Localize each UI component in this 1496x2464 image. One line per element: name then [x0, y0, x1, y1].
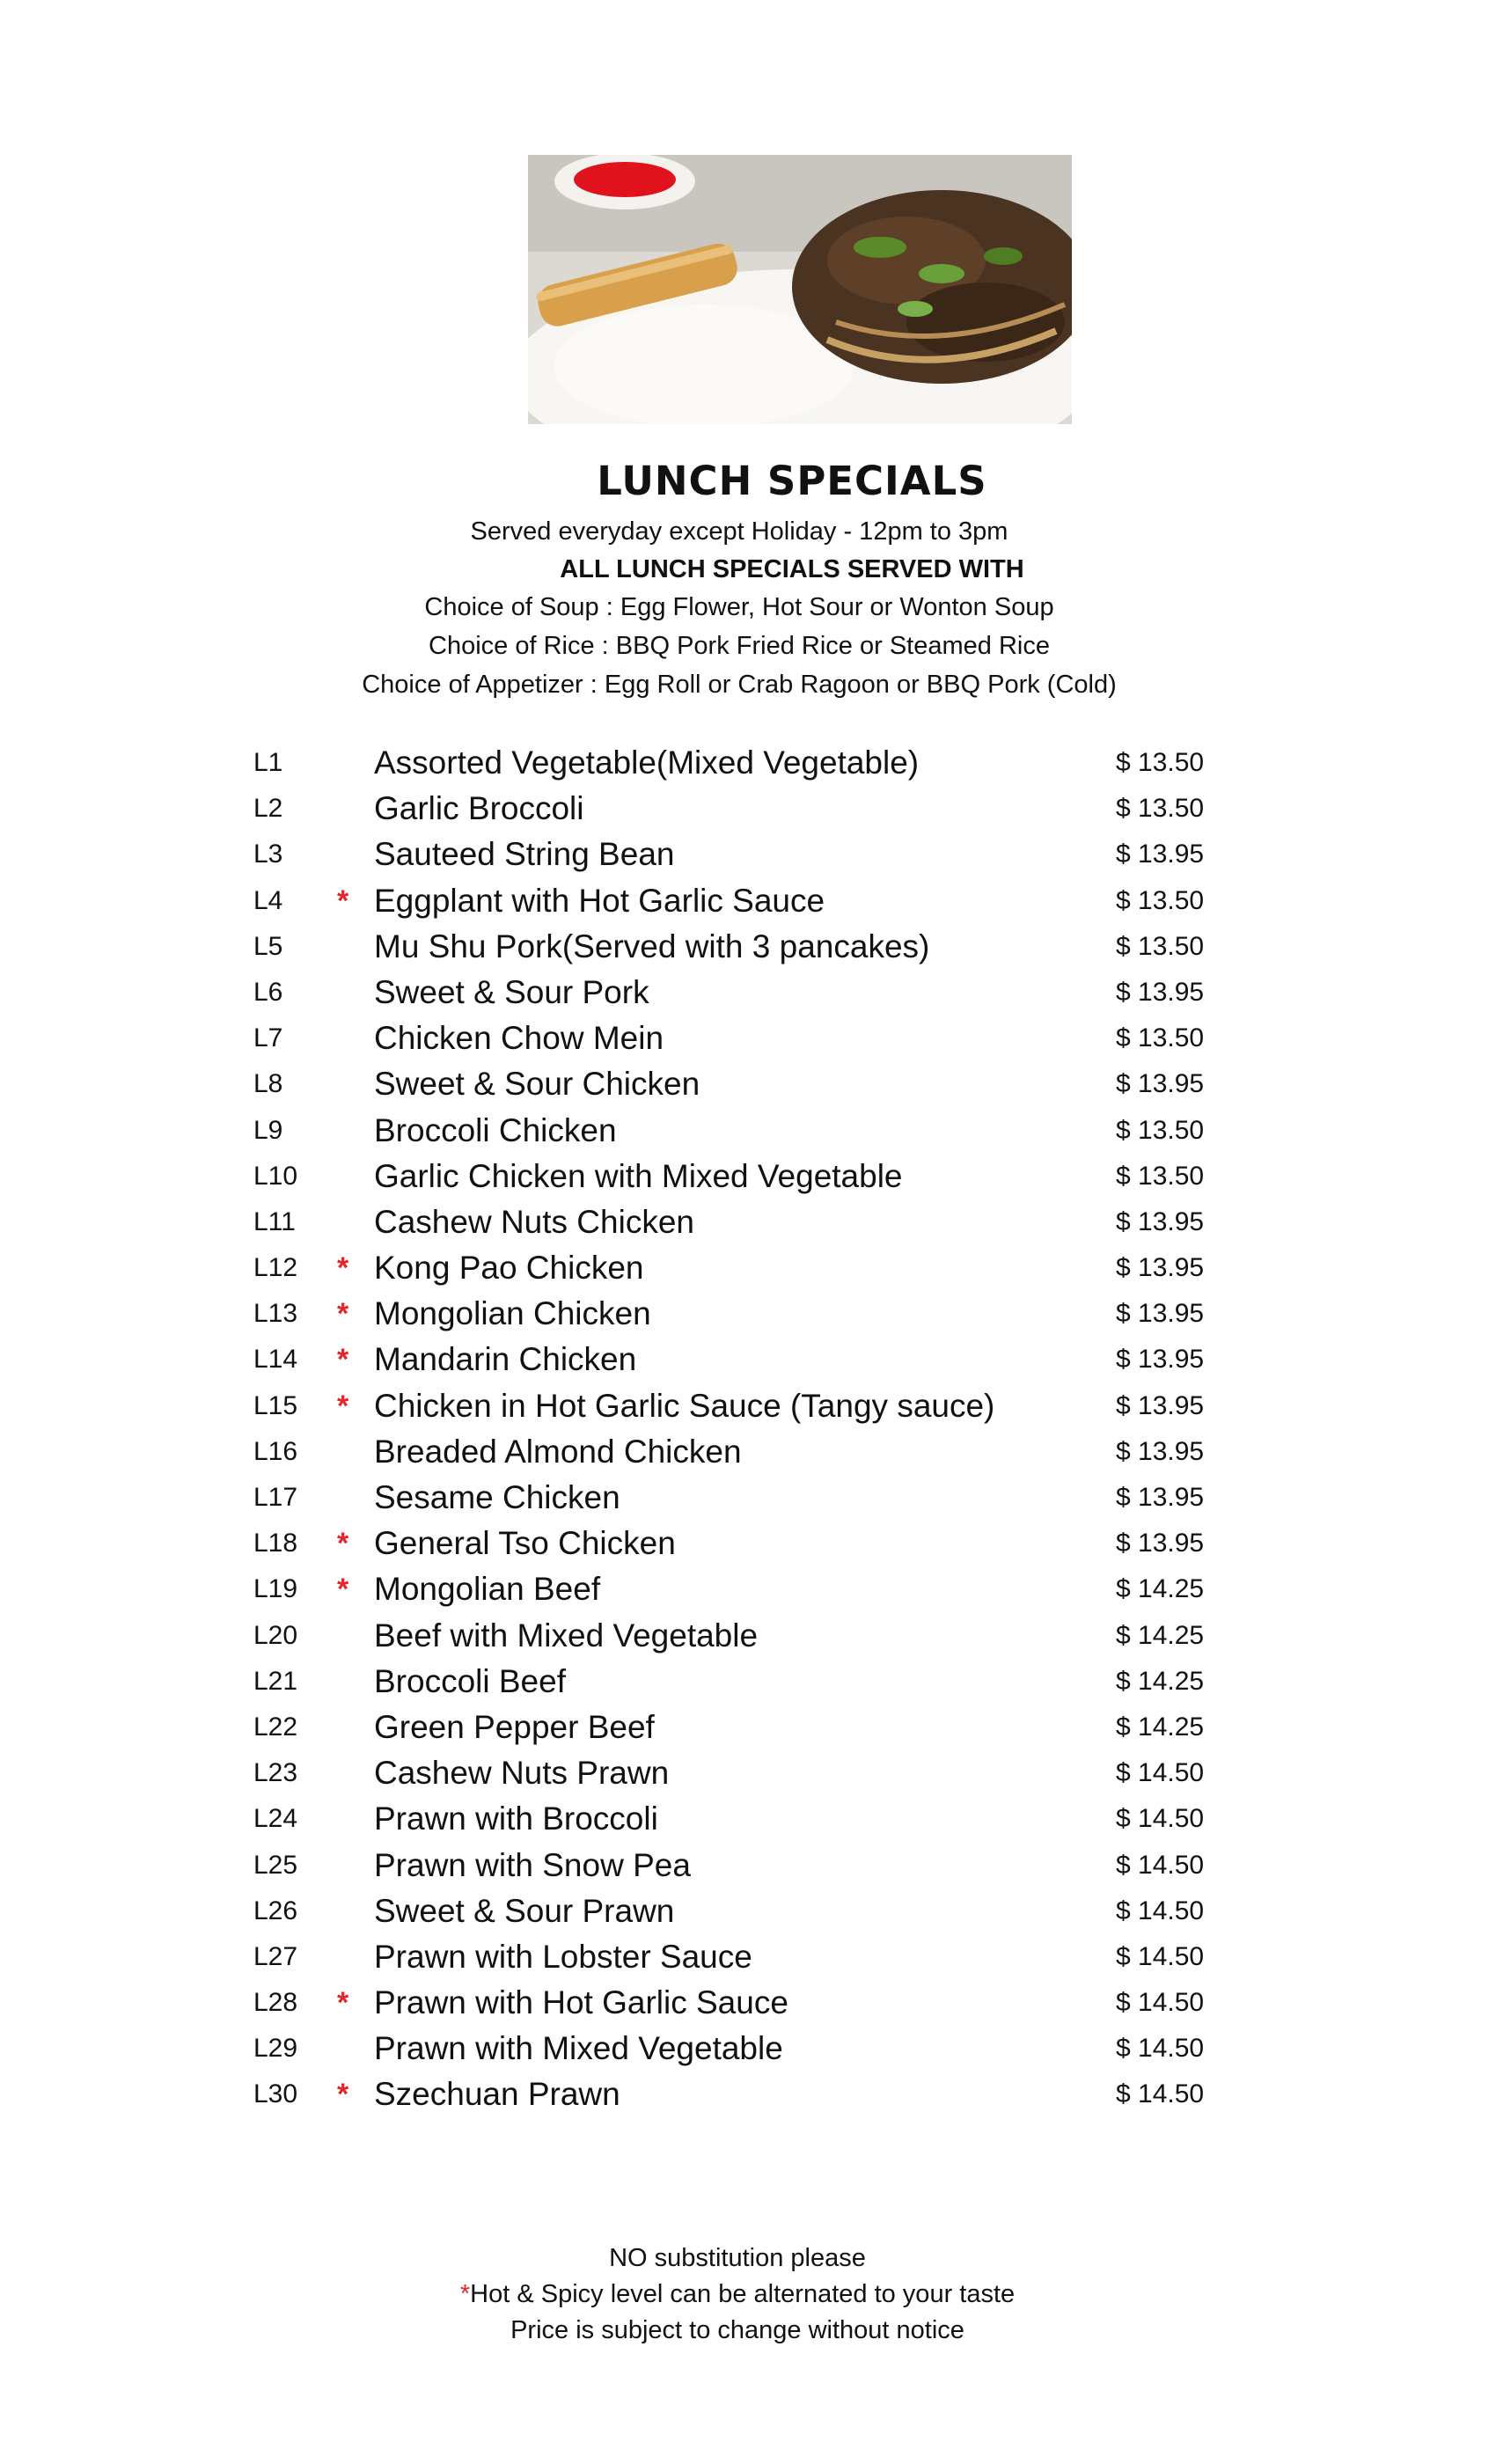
item-name: Garlic Broccoli: [374, 790, 584, 827]
item-name: Garlic Chicken with Mixed Vegetable: [374, 1157, 903, 1194]
menu-item: [0, 1291, 1496, 1337]
item-price: $ 13.95: [1116, 1299, 1205, 1329]
item-code: L2: [253, 794, 283, 824]
item-price: $ 13.50: [1116, 1023, 1205, 1053]
item-name: Breaded Almond Chicken: [374, 1433, 742, 1470]
menu-item: [0, 1980, 1496, 2026]
item-name: Cashew Nuts Prawn: [374, 1755, 670, 1792]
item-price: $ 13.50: [1116, 1161, 1205, 1191]
item-price: $ 13.95: [1116, 977, 1205, 1007]
item-name: Eggplant with Hot Garlic Sauce: [374, 882, 825, 919]
item-code: L20: [253, 1620, 298, 1650]
item-name: Green Pepper Beef: [374, 1708, 655, 1745]
item-code: L16: [253, 1436, 298, 1466]
item-code: L8: [253, 1069, 283, 1099]
menu-item: [0, 2026, 1496, 2072]
item-code: L7: [253, 1023, 283, 1053]
item-name: Assorted Vegetable(Mixed Vegetable): [374, 744, 920, 781]
item-name: Sweet & Sour Prawn: [374, 1892, 675, 1929]
menu-item: [0, 1705, 1496, 1750]
menu-item: [0, 1659, 1496, 1705]
menu-item: [0, 1383, 1496, 1429]
lunch-dish-photo: [528, 155, 1072, 424]
menu-item: [0, 1016, 1496, 1061]
menu-item: [0, 2072, 1496, 2117]
item-name: Prawn with Snow Pea: [374, 1846, 691, 1883]
item-name: Prawn with Lobster Sauce: [374, 1938, 752, 1975]
item-price: $ 14.50: [1116, 2034, 1205, 2064]
spicy-star-icon: *: [337, 1527, 349, 1561]
item-name: Chicken Chow Mein: [374, 1020, 664, 1057]
menu-item: [0, 1199, 1496, 1245]
item-name: Kong Pao Chicken: [374, 1250, 644, 1287]
item-price: $ 14.50: [1116, 1896, 1205, 1925]
page-title: LUNCH SPECIALS: [597, 458, 987, 504]
item-price: $ 14.50: [1116, 1850, 1205, 1880]
item-code: L6: [253, 977, 283, 1007]
item-name: Sesame Chicken: [374, 1479, 620, 1515]
item-code: L13: [253, 1299, 298, 1329]
menu-item: [0, 1750, 1496, 1796]
served-with-heading: ALL LUNCH SPECIALS SERVED WITH: [560, 555, 1024, 583]
item-name: Beef with Mixed Vegetable: [374, 1617, 759, 1654]
item-name: Chicken in Hot Garlic Sauce (Tangy sauce): [374, 1387, 995, 1424]
item-code: L1: [253, 748, 283, 777]
item-price: $ 13.50: [1116, 1115, 1205, 1145]
item-code: L19: [253, 1574, 298, 1604]
item-price: $ 14.25: [1116, 1666, 1205, 1696]
item-code: L25: [253, 1850, 298, 1880]
spicy-star-icon: *: [337, 1343, 349, 1377]
item-price: $ 14.50: [1116, 2079, 1205, 2109]
spicy-star-icon: *: [337, 2078, 349, 2112]
item-name: Prawn with Broccoli: [374, 1800, 658, 1837]
item-code: L23: [253, 1758, 298, 1788]
item-code: L21: [253, 1666, 298, 1696]
item-code: L5: [253, 931, 283, 961]
spicy-note: [0, 2280, 1475, 2309]
item-code: L28: [253, 1988, 298, 2018]
menu-item: [0, 1061, 1496, 1107]
item-code: L15: [253, 1390, 298, 1420]
item-price: $ 13.95: [1116, 1206, 1205, 1236]
item-price: $ 13.95: [1116, 840, 1205, 869]
item-price: $ 14.25: [1116, 1574, 1205, 1604]
menu-item: [0, 1888, 1496, 1934]
spicy-star-icon: *: [337, 1389, 349, 1423]
spicy-note-text: Hot & Spicy level can be alternated to your taste: [470, 2280, 1016, 2308]
item-code: L11: [253, 1206, 296, 1236]
item-code: L18: [253, 1529, 298, 1558]
menu-item: [0, 1429, 1496, 1475]
menu-item: [0, 1521, 1496, 1566]
item-code: L29: [253, 2034, 298, 2064]
item-code: L24: [253, 1804, 298, 1834]
item-price: $ 13.50: [1116, 748, 1205, 777]
item-price: $ 14.25: [1116, 1712, 1205, 1742]
menu-item: [0, 878, 1496, 924]
rice-choice: Choice of Rice : BBQ Pork Fried Rice or Steamed Rice: [429, 632, 1050, 660]
item-price: $ 13.95: [1116, 1390, 1205, 1420]
hours-text: Served everyday except Holiday - 12pm to 3pm: [470, 517, 1008, 546]
item-price: $ 13.50: [1116, 885, 1205, 915]
item-price: $ 13.95: [1116, 1529, 1205, 1558]
item-code: L9: [253, 1115, 283, 1145]
menu-item: [0, 1108, 1496, 1154]
item-price: $ 13.95: [1116, 1345, 1205, 1375]
item-code: L30: [253, 2079, 298, 2109]
item-name: Sweet & Sour Pork: [374, 973, 649, 1010]
item-code: L10: [253, 1161, 298, 1191]
menu-item: [0, 832, 1496, 877]
appetizer-choice: Choice of Appetizer : Egg Roll or Crab Ragoon or BBQ Pork (Cold): [362, 671, 1117, 699]
spicy-star-icon: *: [337, 1297, 349, 1331]
item-code: L27: [253, 1941, 298, 1971]
item-name: Prawn with Mixed Vegetable: [374, 2030, 783, 2067]
menu-item: [0, 970, 1496, 1016]
item-code: L14: [253, 1345, 298, 1375]
item-name: Mu Shu Pork(Served with 3 pancakes): [374, 928, 930, 964]
item-name: Mongolian Chicken: [374, 1295, 651, 1332]
menu-item: [0, 1796, 1496, 1842]
item-name: Broccoli Beef: [374, 1662, 566, 1699]
item-name: Szechuan Prawn: [374, 2076, 620, 2113]
item-name: Broccoli Chicken: [374, 1111, 617, 1148]
price-change-note: Price is subject to change without notice: [510, 2316, 964, 2344]
soup-choice: Choice of Soup : Egg Flower, Hot Sour or Wonton Soup: [424, 593, 1054, 621]
menu-item: [0, 1566, 1496, 1612]
menu-item: [0, 1475, 1496, 1521]
spicy-star-icon: *: [337, 884, 349, 918]
item-name: Sweet & Sour Chicken: [374, 1066, 700, 1103]
item-price: $ 13.95: [1116, 1483, 1205, 1512]
menu-item: [0, 740, 1496, 786]
item-price: $ 14.50: [1116, 1804, 1205, 1834]
item-code: L22: [253, 1712, 298, 1742]
item-price: $ 13.95: [1116, 1069, 1205, 1099]
spicy-star-icon: *: [459, 2280, 471, 2308]
menu-item: [0, 786, 1496, 832]
item-name: Mongolian Beef: [374, 1571, 601, 1608]
item-price: $ 13.95: [1116, 1253, 1205, 1283]
menu-item: [0, 1245, 1496, 1291]
spicy-star-icon: *: [337, 1986, 349, 2020]
item-name: General Tso Chicken: [374, 1525, 676, 1562]
item-code: L4: [253, 885, 283, 915]
item-code: L12: [253, 1253, 298, 1283]
item-code: L3: [253, 840, 283, 869]
menu-item: [0, 1843, 1496, 1888]
item-name: Prawn with Hot Garlic Sauce: [374, 1984, 788, 2021]
menu-list: [0, 740, 1496, 2118]
menu-item: [0, 1934, 1496, 1980]
spicy-star-icon: *: [337, 1573, 349, 1607]
no-substitution-note: NO substitution please: [609, 2244, 866, 2272]
item-price: $ 14.50: [1116, 1941, 1205, 1971]
item-price: $ 13.95: [1116, 1436, 1205, 1466]
menu-item: [0, 924, 1496, 970]
menu-item: [0, 1337, 1496, 1382]
item-price: $ 13.50: [1116, 931, 1205, 961]
item-code: L17: [253, 1483, 298, 1512]
item-price: $ 14.50: [1116, 1758, 1205, 1788]
spicy-star-icon: *: [337, 1251, 349, 1286]
item-code: L26: [253, 1896, 298, 1925]
item-price: $ 14.50: [1116, 1988, 1205, 2018]
item-name: Mandarin Chicken: [374, 1341, 637, 1378]
item-name: Sauteed String Bean: [374, 836, 675, 873]
item-price: $ 14.25: [1116, 1620, 1205, 1650]
item-price: $ 13.50: [1116, 794, 1205, 824]
menu-item: [0, 1154, 1496, 1199]
item-name: Cashew Nuts Chicken: [374, 1203, 694, 1240]
menu-item: [0, 1613, 1496, 1659]
